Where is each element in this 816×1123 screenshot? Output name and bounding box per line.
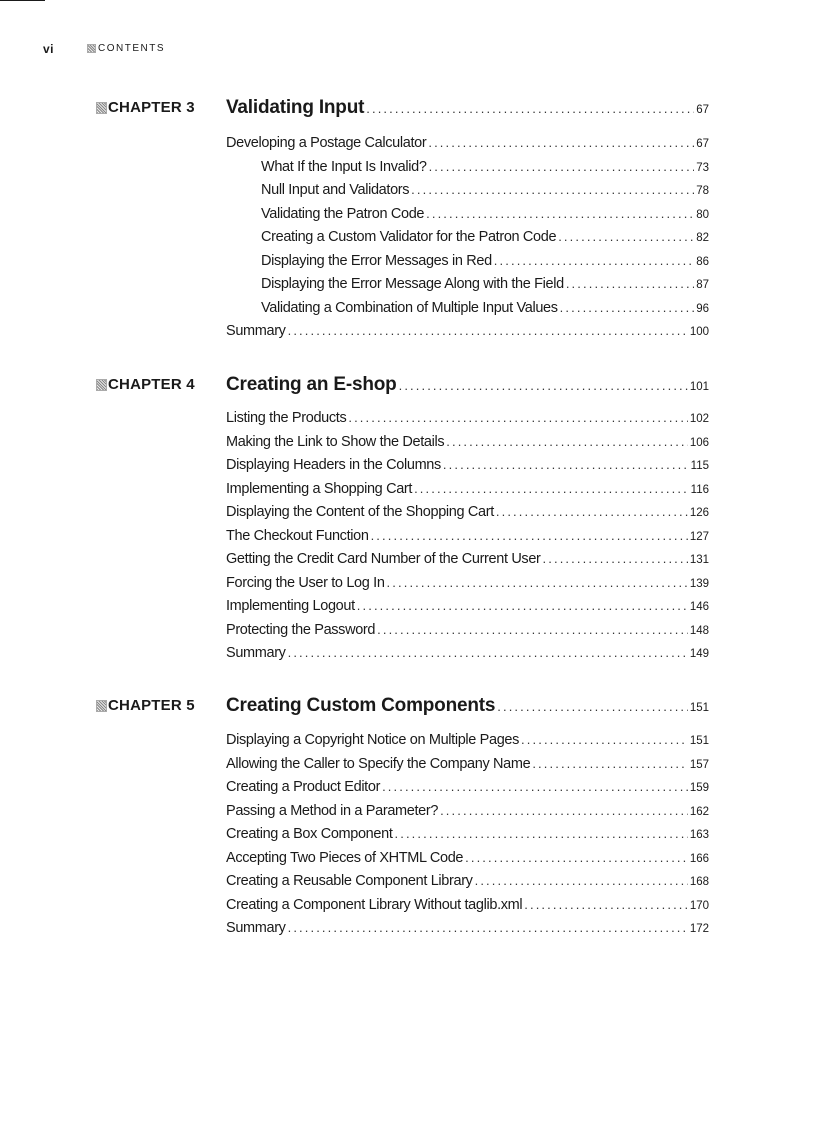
toc-entry[interactable] xyxy=(261,229,709,253)
gray-square-marker-icon xyxy=(87,44,96,53)
toc-entry-title: Summary xyxy=(226,323,286,339)
toc-entry-title: Validating the Patron Code xyxy=(261,205,425,222)
dot-leader xyxy=(560,300,695,315)
dot-leader xyxy=(532,756,687,771)
dot-leader xyxy=(414,481,689,496)
toc-entry-page-number: 166 xyxy=(689,852,709,865)
gray-square-marker-icon xyxy=(96,102,107,114)
toc-entry-title: Summary xyxy=(226,645,286,661)
chapter-title: Creating Custom Components xyxy=(226,695,496,716)
page-folio: vi xyxy=(43,42,55,56)
toc-entry-title: Displaying the Error Message Along with the Field xyxy=(261,276,564,292)
toc-entry[interactable] xyxy=(226,850,709,874)
toc-entry-title: Accepting Two Pieces of XHTML Code xyxy=(226,849,464,866)
toc-entry-page-number: 126 xyxy=(689,507,709,519)
chapter-page-number: 151 xyxy=(689,702,709,714)
chapter-label-text: CHAPTER 5 xyxy=(108,697,195,714)
top-rule xyxy=(0,0,45,1)
chapter-label xyxy=(96,376,195,393)
page-header xyxy=(43,42,165,56)
dot-leader xyxy=(524,897,688,912)
toc-entry[interactable] xyxy=(226,551,709,575)
toc-entry-title: Creating a Custom Validator for the Patron Code xyxy=(261,229,557,245)
dot-leader xyxy=(366,101,694,116)
toc-entry[interactable] xyxy=(226,622,709,646)
chapter-title: Validating Input xyxy=(226,97,365,118)
toc-entry-page-number: 87 xyxy=(696,279,709,291)
dot-leader xyxy=(521,732,688,747)
toc-entry-title: Validating a Combination of Multiple Input Values xyxy=(261,299,558,316)
chapter-label-text: CHAPTER 4 xyxy=(108,376,195,393)
toc-entry-title: Null Input and Validators xyxy=(261,182,410,198)
toc-entry[interactable] xyxy=(226,756,709,780)
toc-entry[interactable] xyxy=(261,182,709,206)
dot-leader xyxy=(288,323,688,338)
toc-entry-title: Displaying the Error Messages in Red xyxy=(261,252,492,269)
dot-leader xyxy=(496,504,688,519)
chapter-title-row[interactable] xyxy=(226,97,709,119)
dot-leader xyxy=(429,159,695,174)
toc-entry-title: Listing the Products xyxy=(226,410,347,426)
toc-entry-title: What If the Input Is Invalid? xyxy=(261,158,427,175)
chapter-page-number: 67 xyxy=(696,104,709,116)
running-head xyxy=(87,43,165,54)
toc-entry[interactable] xyxy=(226,457,709,481)
toc-entry-page-number: 172 xyxy=(689,923,709,935)
dot-leader xyxy=(387,575,688,590)
toc-entry-title: Implementing Logout xyxy=(226,598,355,614)
toc-entry-title: Protecting the Password xyxy=(226,621,376,638)
dot-leader xyxy=(371,528,688,543)
toc-entry-page-number: 96 xyxy=(696,302,709,315)
toc-entry-page-number: 163 xyxy=(689,829,709,841)
dot-leader xyxy=(288,645,688,660)
toc-entry-page-number: 157 xyxy=(689,758,709,771)
toc-entry-page-number: 146 xyxy=(689,601,709,613)
toc-entry-page-number: 100 xyxy=(689,326,709,338)
toc-entry-page-number: 67 xyxy=(696,138,709,150)
toc-entry[interactable] xyxy=(226,575,709,599)
toc-entry-page-number: 168 xyxy=(689,876,709,888)
chapter-label xyxy=(96,697,195,714)
toc-entry-page-number: 159 xyxy=(689,782,709,794)
dot-leader xyxy=(443,457,689,472)
toc-entry-page-number: 170 xyxy=(689,899,709,912)
toc-entry-page-number: 106 xyxy=(689,436,709,449)
toc-entry[interactable] xyxy=(226,323,709,347)
toc-entry-page-number: 151 xyxy=(689,735,709,747)
chapter-page-number: 101 xyxy=(689,381,709,393)
dot-leader xyxy=(399,378,688,393)
chapter-label-text: CHAPTER 3 xyxy=(108,99,195,116)
toc-entry[interactable] xyxy=(226,481,709,505)
dot-leader xyxy=(558,229,694,244)
toc-entry[interactable] xyxy=(226,826,709,850)
toc-entry[interactable] xyxy=(226,920,709,944)
dot-leader xyxy=(428,135,694,150)
toc-entry-page-number: 86 xyxy=(696,255,709,268)
dot-leader xyxy=(566,276,694,291)
toc-entry-page-number: 82 xyxy=(696,232,709,244)
dot-leader xyxy=(475,873,688,888)
toc-entry-title: Forcing the User to Log In xyxy=(226,574,385,591)
toc-entry-title: Displaying a Copyright Notice on Multiple Pages xyxy=(226,732,520,748)
dot-leader xyxy=(382,779,688,794)
toc-entry[interactable] xyxy=(261,276,709,300)
dot-leader xyxy=(288,920,688,935)
toc-entry-page-number: 162 xyxy=(689,805,709,818)
running-head-text: CONTENTS xyxy=(98,43,165,54)
toc-entry-title: Creating a Product Editor xyxy=(226,779,381,795)
toc-entry[interactable] xyxy=(226,732,709,756)
toc-entry[interactable] xyxy=(226,504,709,528)
chapter-title-row[interactable] xyxy=(226,695,709,717)
dot-leader xyxy=(497,699,688,714)
toc-entry-title: Getting the Credit Card Number of the Current User xyxy=(226,551,541,567)
toc-entry-page-number: 148 xyxy=(689,624,709,637)
chapter-label xyxy=(96,99,195,116)
toc-entry-title: Displaying Headers in the Columns xyxy=(226,457,441,473)
toc-entry[interactable] xyxy=(226,897,709,921)
gray-square-marker-icon xyxy=(96,700,107,712)
dot-leader xyxy=(446,434,688,449)
toc-entry-title: Creating a Box Component xyxy=(226,826,393,842)
toc-entry-title: Summary xyxy=(226,920,286,936)
toc-entry[interactable] xyxy=(226,598,709,622)
toc-entry-title: Displaying the Content of the Shopping Cart xyxy=(226,504,494,520)
toc-entry-page-number: 139 xyxy=(689,577,709,590)
toc-entry[interactable] xyxy=(261,206,709,230)
dot-leader xyxy=(357,598,688,613)
toc-entry[interactable] xyxy=(226,873,709,897)
dot-leader xyxy=(440,803,688,818)
dot-leader xyxy=(377,622,688,637)
toc-entry[interactable] xyxy=(261,300,709,324)
toc-entry-title: Making the Link to Show the Details xyxy=(226,433,445,450)
dot-leader xyxy=(348,410,687,425)
toc-entry-title: Allowing the Caller to Specify the Company Name xyxy=(226,755,531,772)
gray-square-marker-icon xyxy=(96,379,107,391)
toc-entry[interactable] xyxy=(261,253,709,277)
toc-entry-page-number: 131 xyxy=(689,554,709,566)
toc-entry-title: Creating a Reusable Component Library xyxy=(226,873,473,889)
toc-entry-title: Implementing a Shopping Cart xyxy=(226,480,413,497)
toc-entry-title: Creating a Component Library Without taglib.xml xyxy=(226,896,523,913)
toc-entry[interactable] xyxy=(226,803,709,827)
toc-entry-page-number: 115 xyxy=(690,460,709,472)
toc-entry-page-number: 78 xyxy=(696,185,709,197)
chapter-title: Creating an E-shop xyxy=(226,374,397,395)
toc-entry[interactable] xyxy=(261,159,709,183)
toc-entry-page-number: 73 xyxy=(696,161,709,174)
toc-entry-page-number: 80 xyxy=(696,208,709,221)
toc-entry-title: Developing a Postage Calculator xyxy=(226,135,427,151)
toc-entry[interactable] xyxy=(226,434,709,458)
dot-leader xyxy=(494,253,694,268)
toc-entry-page-number: 116 xyxy=(690,483,709,496)
chapter-title-row[interactable] xyxy=(226,374,709,396)
dot-leader xyxy=(411,182,694,197)
toc-entry[interactable] xyxy=(226,135,709,159)
dot-leader xyxy=(543,551,688,566)
toc-entry[interactable] xyxy=(226,410,709,434)
toc-entry[interactable] xyxy=(226,528,709,552)
toc-entry-page-number: 127 xyxy=(689,530,709,543)
toc-entry-page-number: 149 xyxy=(689,648,709,660)
toc-entry-title: Passing a Method in a Parameter? xyxy=(226,802,439,819)
dot-leader xyxy=(395,826,688,841)
dot-leader xyxy=(465,850,688,865)
toc-entry-page-number: 102 xyxy=(689,413,709,425)
toc-entry[interactable] xyxy=(226,645,709,669)
dot-leader xyxy=(426,206,694,221)
toc-entry-title: The Checkout Function xyxy=(226,527,369,544)
toc-entry[interactable] xyxy=(226,779,709,803)
